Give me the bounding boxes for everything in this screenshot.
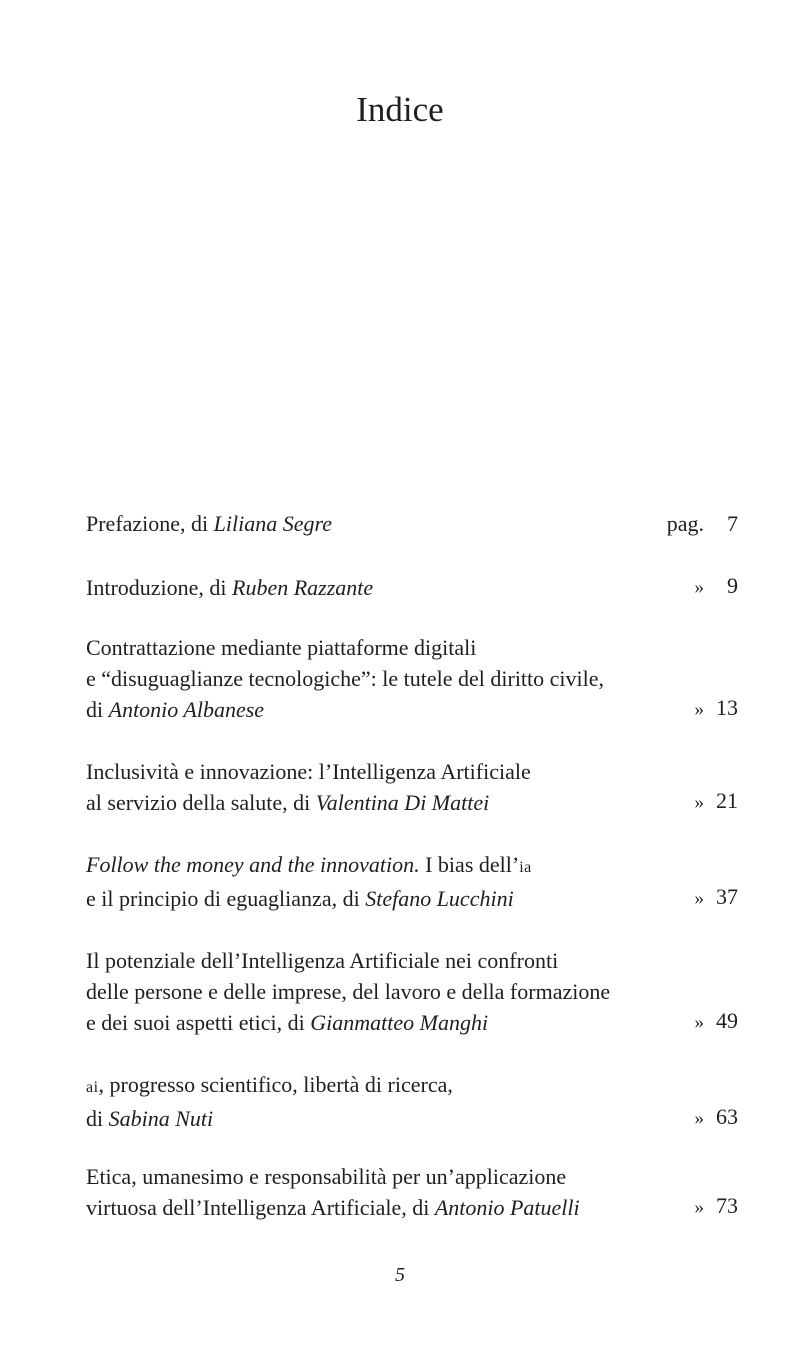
author-or-title-italic: Sabina Nuti xyxy=(108,1106,214,1131)
toc-entry-line xyxy=(86,849,646,883)
toc-page-number: 49 xyxy=(716,1008,738,1033)
page-marker: » xyxy=(694,1108,704,1129)
toc-entry-line xyxy=(86,756,646,787)
toc-entry-line xyxy=(86,1192,646,1223)
page-marker: » xyxy=(694,577,704,598)
toc-entry-line xyxy=(86,1069,646,1103)
toc-entry[interactable] xyxy=(86,1069,738,1134)
toc-entry-title xyxy=(86,632,646,725)
toc-entry-line xyxy=(86,572,646,603)
author-or-title-italic: Ruben Razzante xyxy=(232,575,374,600)
toc-entry[interactable] xyxy=(86,945,738,1038)
toc-page-reference xyxy=(695,692,739,725)
toc-page-number: 37 xyxy=(716,884,738,909)
toc-text: e dei suoi aspetti etici, di xyxy=(86,1010,311,1035)
toc-page-reference xyxy=(695,1101,739,1134)
toc-entry-line xyxy=(86,694,646,725)
toc-page-reference xyxy=(695,1005,739,1038)
author-or-title-italic: Antonio Albanese xyxy=(108,697,265,722)
small-caps-text: ai xyxy=(86,1079,99,1096)
toc-text: e il principio di eguaglianza, di xyxy=(86,886,366,911)
toc-text: delle persone e delle imprese, del lavoro e della formazione xyxy=(86,979,611,1004)
toc-entry-title xyxy=(86,508,646,539)
toc-text: al servizio della salute, di xyxy=(86,790,316,815)
toc-entry-line xyxy=(86,632,646,663)
toc-text: , progresso scientifico, libertà di ricerca, xyxy=(98,1072,453,1097)
toc-text: I bias dell’ xyxy=(419,852,520,877)
toc-text: Inclusività e innovazione: l’Intelligenza Artificiale xyxy=(86,759,531,784)
page-marker: pag. xyxy=(666,511,704,536)
page-marker: » xyxy=(694,1197,704,1218)
toc-entry-title xyxy=(86,572,646,603)
toc-entry-line xyxy=(86,945,646,976)
toc-entry-line xyxy=(86,976,646,1007)
page-marker: » xyxy=(694,1012,704,1033)
toc-page-number: 7 xyxy=(727,511,738,536)
toc-text: Introduzione, di xyxy=(86,575,233,600)
toc-text: Prefazione, di xyxy=(86,511,214,536)
toc-entry-line xyxy=(86,883,646,914)
small-caps-text: ia xyxy=(519,859,532,876)
toc-entry-line xyxy=(86,1103,646,1134)
toc-text: Il potenziale dell’Intelligenza Artificiale nei confronti xyxy=(86,948,559,973)
toc-entry-line xyxy=(86,663,646,694)
toc-entry[interactable] xyxy=(86,632,738,725)
toc-text: di xyxy=(86,1106,109,1131)
toc-entry-line xyxy=(86,508,646,539)
toc-entry-line xyxy=(86,1161,646,1192)
page-title: Indice xyxy=(356,90,444,129)
page-number: 5 xyxy=(395,1264,405,1286)
toc-entry[interactable] xyxy=(86,756,738,818)
toc-page-reference xyxy=(695,1190,739,1223)
page-marker: » xyxy=(694,699,704,720)
toc-entry[interactable] xyxy=(86,1161,738,1223)
page-marker: » xyxy=(694,888,704,909)
toc-entry[interactable] xyxy=(86,572,738,603)
toc-entry-title xyxy=(86,756,646,818)
author-or-title-italic: Follow the money and the innovation. xyxy=(86,852,420,877)
toc-page-reference xyxy=(695,785,739,818)
toc-page-reference xyxy=(667,508,738,539)
toc-page-number: 63 xyxy=(716,1104,738,1129)
author-or-title-italic: Liliana Segre xyxy=(213,511,333,536)
author-or-title-italic: Gianmatteo Manghi xyxy=(310,1010,489,1035)
toc-text: virtuosa dell’Intelligenza Artificiale, di xyxy=(86,1195,435,1220)
toc-text: Contrattazione mediante piattaforme digitali xyxy=(86,635,477,660)
toc-entry-title xyxy=(86,1161,646,1223)
toc-page-number: 21 xyxy=(716,788,738,813)
toc-page-number: 73 xyxy=(716,1193,738,1218)
toc-text: e “disuguaglianze tecnologiche”: le tutele del diritto civile, xyxy=(86,666,605,691)
author-or-title-italic: Valentina Di Mattei xyxy=(315,790,490,815)
author-or-title-italic: Stefano Lucchini xyxy=(365,886,514,911)
toc-entry-line xyxy=(86,1007,646,1038)
toc-text: di xyxy=(86,697,109,722)
toc-page-number: 13 xyxy=(716,695,738,720)
toc-entry[interactable] xyxy=(86,849,738,914)
page-marker: » xyxy=(694,792,704,813)
toc-text: Etica, umanesimo e responsabilità per un’applicazione xyxy=(86,1164,567,1189)
toc-page-number: 9 xyxy=(727,573,738,598)
toc-entry-title xyxy=(86,1069,646,1134)
toc-page-reference xyxy=(695,881,739,914)
toc-page-reference xyxy=(695,570,739,603)
toc-entry-line xyxy=(86,787,646,818)
author-or-title-italic: Antonio Patuelli xyxy=(434,1195,580,1220)
toc-entry-title xyxy=(86,945,646,1038)
toc-entry[interactable] xyxy=(86,508,738,539)
toc-entry-title xyxy=(86,849,646,914)
